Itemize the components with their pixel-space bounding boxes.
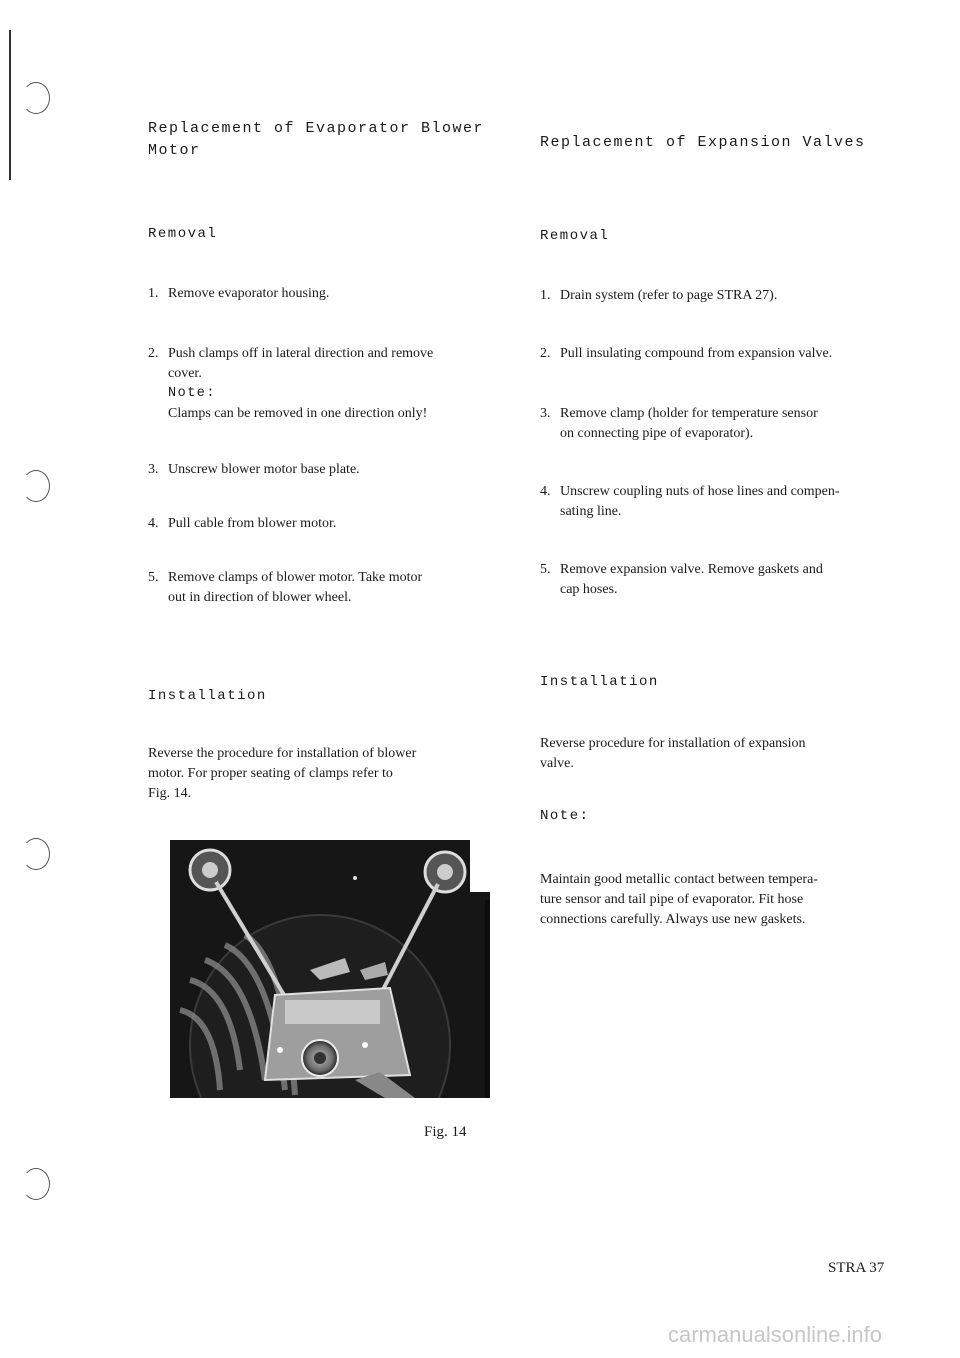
- left-step-3: 3. Unscrew blower motor base plate.: [148, 462, 360, 477]
- figure-14-photo: [170, 840, 505, 1098]
- right-removal-heading: Removal: [540, 228, 610, 244]
- right-step-2: 2. Pull insulating compound from expansion valve.: [540, 346, 833, 361]
- right-note-text: Maintain good metallic contact between tempera- ture sensor and tail pipe of evaporator. Fit hose connections carefully. Always use new gaskets.: [540, 872, 818, 927]
- left-installation-heading: Installation: [148, 688, 267, 704]
- right-step-1: 1. Drain system (refer to page STRA 27).: [540, 288, 778, 303]
- right-step-3: 3. Remove clamp (holder for temperature sensor on connecting pipe of evaporator).: [540, 406, 818, 441]
- punch-hole-1: [22, 82, 50, 114]
- right-title: Replacement of Expansion Valves: [540, 134, 866, 151]
- binder-line: [9, 30, 11, 180]
- left-step-2: 2. Push clamps off in lateral direction and remove cover. Note: Clamps can be removed in one direction only!: [148, 344, 433, 424]
- watermark: carmanualsonline.info: [668, 1322, 883, 1347]
- blower-motor-illustration: [170, 840, 505, 1098]
- right-step-4: 4. Unscrew coupling nuts of hose lines and compen- sating line.: [540, 484, 840, 519]
- left-step-2-note-label: Note:: [168, 386, 217, 401]
- page-number: STRA 37: [828, 1260, 885, 1276]
- right-installation-heading: Installation: [540, 674, 659, 690]
- figure-caption: Fig. 14: [424, 1124, 467, 1140]
- punch-hole-2: [22, 470, 50, 502]
- right-installation-text: Reverse procedure for installation of expansion valve.: [540, 736, 806, 771]
- left-step-1: 1. Remove evaporator housing.: [148, 286, 330, 301]
- right-note-heading: Note:: [540, 808, 590, 824]
- left-step-2-note-text: Clamps can be removed in one direction only!: [168, 406, 428, 421]
- left-removal-heading: Removal: [148, 226, 218, 242]
- left-step-5: 5. Remove clamps of blower motor. Take motor out in direction of blower wheel.: [148, 570, 423, 605]
- right-step-5: 5. Remove expansion valve. Remove gaskets and cap hoses.: [540, 562, 823, 597]
- left-installation-text: Reverse the procedure for installation of blower motor. For proper seating of clamps refer to Fig. 14.: [148, 746, 417, 801]
- left-step-4: 4. Pull cable from blower motor.: [148, 516, 337, 531]
- left-title: Replacement of Evaporator Blower Motor: [148, 120, 485, 159]
- punch-hole-3: [22, 838, 50, 870]
- punch-hole-4: [22, 1168, 50, 1200]
